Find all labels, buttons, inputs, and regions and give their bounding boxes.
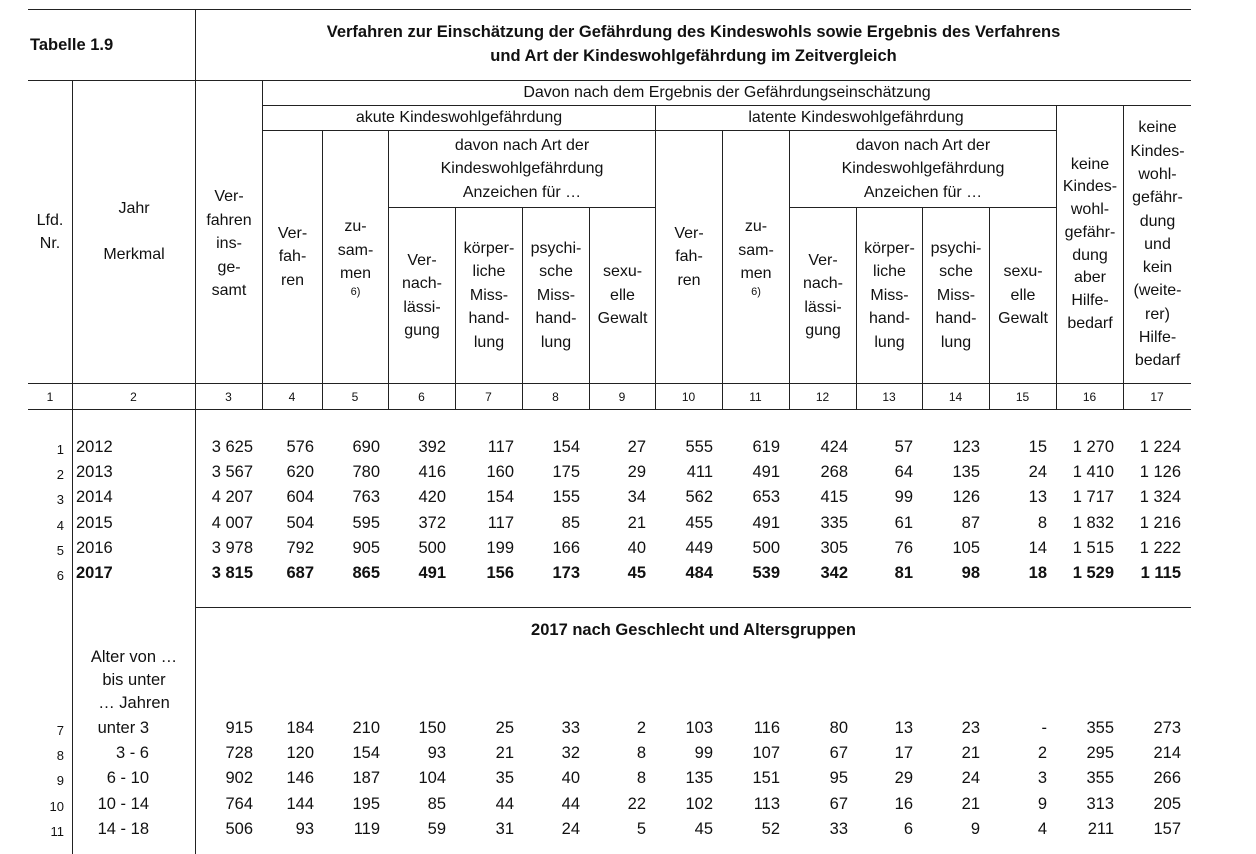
header-keine-kein-hilfebedarf: keine Kindes- wohl- gefähr- dung und kein (weite- rer) Hilfe- bedarf [1130, 119, 1185, 370]
header-latente-vernachlaessigung: Ver- nach- lässi- gung [802, 251, 844, 339]
data-cell: 484 [685, 564, 713, 582]
data-cell: 424 [820, 438, 848, 456]
data-cell: 57 [894, 438, 913, 456]
row-number: 4 [56, 517, 64, 533]
data-cell: 154 [352, 744, 380, 763]
data-cell: 491 [752, 513, 780, 532]
data-cell: 34 [627, 488, 646, 507]
data-cell: 504 [286, 513, 314, 532]
header-akute-vernachlaessigung: Ver- nach- lässi- gung [401, 251, 443, 339]
header-lfd-nr: Lfd. Nr. [36, 211, 64, 252]
rule-top [28, 9, 1191, 10]
header-akute-psychische: psychi- sche Miss- hand- lung [530, 239, 582, 351]
header-akute-koerperliche: körper- liche Miss- hand- lung [463, 239, 515, 351]
data-cell: 144 [286, 794, 314, 813]
data-cell: 4 207 [211, 488, 253, 507]
data-cell: 126 [952, 488, 980, 507]
data-cell: 44 [561, 794, 580, 813]
data-cell: 93 [295, 819, 314, 838]
data-cell: 102 [685, 794, 713, 813]
rule-header-bottom [28, 383, 1191, 384]
data-cell: 3 815 [211, 564, 253, 582]
data-cell: 160 [486, 463, 514, 482]
rule-section [196, 607, 1191, 608]
data-cell: 205 [1153, 794, 1181, 813]
data-cell: - [1041, 719, 1047, 737]
data-cell: 210 [352, 719, 380, 737]
data-cell: 295 [1086, 744, 1114, 763]
data-cell: 1 832 [1072, 513, 1114, 532]
column-number: 13 [882, 390, 896, 404]
data-cell: 61 [894, 513, 913, 532]
row-label: 3 - 6 [115, 744, 149, 763]
data-cell: 93 [427, 744, 446, 763]
data-cell: 555 [685, 438, 713, 456]
section-title: 2017 nach Geschlecht und Altersgruppen [531, 621, 856, 639]
data-cell: 4 007 [211, 513, 253, 532]
data-cell: 166 [552, 538, 580, 557]
data-cell: 9 [970, 819, 980, 838]
vline-title [195, 9, 196, 81]
data-cell: 151 [752, 769, 780, 788]
table-title-line1: Verfahren zur Einschätzung der Gefährdung des Kindeswohls sowie Ergebnis des Verfahrens [326, 23, 1061, 41]
data-cell: 13 [894, 719, 913, 737]
data-cell: 449 [685, 538, 713, 557]
row-number: 5 [56, 542, 64, 558]
header-keine-aber-hilfebedarf: keine Kindes- wohl- gefähr- dung aber Hilfe- bedarf [1062, 155, 1118, 332]
data-cell: 135 [952, 463, 980, 482]
row-number: 2 [56, 467, 64, 483]
row-label: 2015 [76, 513, 113, 532]
data-cell: 116 [753, 719, 780, 737]
data-cell: 619 [752, 438, 780, 456]
data-cell: 35 [495, 769, 514, 788]
data-cell: 199 [486, 538, 514, 557]
data-cell: 157 [1153, 819, 1181, 838]
data-cell: 6 [903, 819, 913, 838]
header-akute: akute Kindeswohlgefährdung [355, 109, 563, 127]
data-cell: 45 [694, 819, 713, 838]
data-cell: 24 [1028, 463, 1047, 482]
data-cell: 21 [495, 744, 514, 763]
data-cell: 273 [1153, 719, 1181, 737]
data-cell: 99 [694, 744, 713, 763]
data-cell: 415 [820, 488, 848, 507]
data-cell: 1 216 [1139, 513, 1181, 532]
data-cell: 416 [418, 463, 446, 482]
data-cell: 113 [753, 794, 780, 813]
data-cell: 81 [894, 564, 913, 582]
data-cell: 5 [636, 819, 646, 838]
header-latente-koerperliche: körper- liche Miss- hand- lung [864, 239, 915, 351]
data-cell: 268 [820, 463, 848, 482]
data-cell: 21 [961, 794, 980, 813]
column-number: 15 [1015, 390, 1030, 404]
column-number: 9 [618, 390, 626, 404]
header-akute-verfahren: Ver- fah- ren [277, 224, 308, 289]
header-davon: Davon nach dem Ergebnis der Gefährdungseinschätzung [523, 84, 931, 102]
header-latente-verfahren: Ver- fah- ren [674, 224, 704, 289]
data-cell: 355 [1086, 769, 1114, 788]
row-label: 2016 [76, 538, 113, 557]
data-cell: 1 224 [1139, 438, 1181, 456]
data-cell: 491 [752, 463, 780, 482]
row-number: 7 [56, 723, 64, 738]
data-cell: 1 126 [1139, 463, 1181, 482]
data-cell: 620 [286, 463, 314, 482]
data-cell: 29 [894, 769, 913, 788]
data-cell: 99 [894, 488, 913, 507]
data-cell: 392 [418, 438, 446, 456]
data-cell: 455 [685, 513, 713, 532]
data-cell: 187 [352, 769, 380, 788]
data-cell: 595 [352, 513, 380, 532]
data-cell: 905 [352, 538, 380, 557]
data-cell: 792 [286, 538, 314, 557]
table-label: Tabelle 1.9 [30, 36, 114, 54]
data-cell: 98 [961, 564, 980, 582]
data-cell: 59 [427, 819, 446, 838]
data-cell: 335 [820, 513, 848, 532]
data-cell: 8 [636, 769, 646, 788]
column-number: 11 [749, 390, 762, 404]
column-number: 12 [815, 390, 830, 404]
data-cell: 156 [486, 564, 514, 582]
data-cell: 76 [894, 538, 913, 557]
data-cell: 411 [686, 463, 713, 482]
header-akute-davon-art: davon nach Art der Kindeswohlgefährdung Anzeichen für … [440, 136, 604, 201]
data-cell: 85 [561, 513, 580, 532]
column-number: 6 [418, 390, 425, 404]
data-cell: 24 [961, 769, 980, 788]
data-cell: 2 [1037, 744, 1047, 763]
data-cell: 728 [225, 744, 253, 763]
data-cell: 52 [761, 819, 780, 838]
data-cell: 33 [829, 819, 848, 838]
data-cell: 9 [1037, 794, 1047, 813]
column-number: 5 [351, 390, 359, 404]
column-number: 17 [1150, 390, 1164, 404]
data-cell: 1 515 [1072, 538, 1114, 557]
data-cell: 117 [487, 513, 514, 532]
data-cell: 4 [1037, 819, 1047, 838]
data-cell: 764 [225, 794, 253, 813]
column-number: 16 [1082, 390, 1097, 404]
age-group-header: Alter von … bis unter … Jahren [90, 647, 178, 712]
data-cell: 562 [685, 488, 713, 507]
data-cell: 500 [752, 538, 780, 557]
data-cell: 763 [352, 488, 380, 507]
header-verfahren-insgesamt: Ver- fahren ins- ge- samt [206, 188, 252, 300]
data-cell: 355 [1086, 719, 1114, 737]
data-cell: 3 625 [211, 438, 253, 456]
data-cell: 21 [961, 744, 980, 763]
row-label: 2014 [76, 488, 113, 507]
column-number: 4 [288, 390, 296, 404]
row-label: 2012 [76, 438, 113, 456]
data-cell: 31 [495, 819, 514, 838]
row-number: 10 [49, 798, 64, 814]
data-cell: 915 [225, 719, 253, 737]
data-cell: 491 [418, 564, 446, 582]
row-number: 3 [56, 492, 64, 508]
header-latente: latente Kindeswohlgefährdung [748, 109, 964, 127]
data-cell: 13 [1028, 488, 1047, 507]
column-number: 7 [485, 390, 492, 404]
header-latente-sexuelle: sexu- elle Gewalt [998, 263, 1048, 328]
data-cell: 3 978 [211, 538, 253, 557]
data-cell: 3 [1037, 769, 1047, 788]
data-cell: 123 [952, 438, 980, 456]
header-merkmal: Merkmal [103, 246, 165, 263]
footnote-marker: 6) [751, 285, 761, 298]
data-cell: 85 [427, 794, 446, 813]
data-cell: 80 [829, 719, 848, 737]
row-label: 10 - 14 [97, 794, 149, 813]
column-number: 10 [681, 390, 696, 404]
data-cell: 67 [829, 794, 848, 813]
data-cell: 33 [561, 719, 580, 737]
data-cell: 95 [829, 769, 848, 788]
data-cell: 87 [961, 513, 980, 532]
data-cell: 1 270 [1072, 438, 1114, 456]
data-cell: 211 [1087, 819, 1114, 838]
data-cell: 117 [487, 438, 514, 456]
data-cell: 506 [225, 819, 253, 838]
header-akute-sexuelle: sexu- elle Gewalt [597, 263, 648, 328]
data-cell: 195 [352, 794, 380, 813]
data-cell: 135 [685, 769, 713, 788]
data-cell: 8 [636, 744, 646, 763]
row-number: 6 [56, 568, 64, 583]
data-cell: 266 [1153, 769, 1181, 788]
data-cell: 24 [561, 819, 580, 838]
data-cell: 865 [352, 564, 380, 582]
row-label: unter 3 [97, 719, 149, 737]
data-cell: 22 [627, 794, 646, 813]
table-title-line2: und Art der Kindeswohlgefährdung im Zeitvergleich [490, 47, 897, 65]
column-number: 1 [46, 390, 54, 404]
data-cell: 67 [829, 744, 848, 763]
data-cell: 119 [353, 819, 380, 838]
data-cell: 32 [561, 744, 580, 763]
data-cell: 120 [286, 744, 314, 763]
data-cell: 690 [352, 438, 380, 456]
data-cell: 653 [752, 488, 780, 507]
data-cell: 1 115 [1140, 564, 1181, 582]
data-cell: 27 [627, 438, 646, 456]
row-number: 9 [56, 773, 64, 789]
data-cell: 902 [225, 769, 253, 788]
data-cell: 214 [1153, 744, 1181, 763]
column-number: 8 [552, 390, 559, 404]
column-number: 2 [130, 390, 137, 404]
row-label: 2013 [76, 463, 113, 482]
data-cell: 420 [418, 488, 446, 507]
data-cell: 14 [1028, 538, 1047, 557]
header-akute-zusammen: zu- sam- men 6) [337, 218, 374, 298]
row-label: 14 - 18 [97, 819, 149, 838]
row-label: 6 - 10 [106, 769, 149, 788]
row-label: 2017 [76, 564, 113, 582]
data-cell: 2 [636, 719, 646, 737]
data-cell: 175 [552, 463, 580, 482]
data-cell: 3 567 [211, 463, 253, 482]
data-cell: 184 [286, 719, 314, 737]
data-cell: 173 [552, 564, 580, 582]
data-cell: 18 [1028, 564, 1047, 582]
data-cell: 40 [627, 538, 646, 557]
data-cell: 40 [561, 769, 580, 788]
data-cell: 154 [552, 438, 580, 456]
row-number: 8 [56, 748, 64, 764]
data-cell: 107 [752, 744, 780, 763]
data-cell: 64 [894, 463, 913, 482]
data-cell: 1 717 [1072, 488, 1114, 507]
data-cell: 150 [418, 719, 446, 737]
data-cell: 21 [627, 513, 646, 532]
row-number: 1 [56, 442, 64, 457]
data-cell: 8 [1037, 513, 1047, 532]
header-latente-psychische: psychi- sche Miss- hand- lung [930, 239, 982, 351]
data-cell: 45 [627, 564, 646, 582]
header-latente-davon-art: davon nach Art der Kindeswohlgefährdung Anzeichen für … [841, 136, 1005, 201]
data-cell: 1 529 [1072, 564, 1114, 582]
data-cell: 25 [495, 719, 514, 737]
data-cell: 313 [1086, 794, 1114, 813]
row-number: 11 [50, 823, 64, 839]
data-cell: 1 410 [1072, 463, 1114, 482]
data-cell: 154 [486, 488, 514, 507]
data-cell: 539 [752, 564, 780, 582]
data-cell: 104 [418, 769, 446, 788]
data-cell: 342 [820, 564, 848, 582]
data-cell: 44 [495, 794, 514, 813]
column-number: 14 [948, 390, 963, 404]
data-cell: 23 [961, 719, 980, 737]
data-cell: 305 [820, 538, 848, 557]
rule-colnum-bottom [28, 409, 1191, 410]
data-cell: 105 [952, 538, 980, 557]
data-cell: 576 [286, 438, 314, 456]
data-cell: 103 [685, 719, 713, 737]
data-cell: 29 [627, 463, 646, 482]
data-cell: 604 [286, 488, 314, 507]
header-latente-zusammen: zu- sam- men 6) [738, 218, 774, 298]
header-jahr: Jahr [118, 200, 150, 217]
data-cell: 17 [894, 744, 913, 763]
footnote-marker: 6) [350, 285, 361, 298]
data-cell: 155 [552, 488, 580, 507]
column-number: 3 [225, 390, 232, 404]
data-cell: 687 [286, 564, 314, 582]
data-cell: 1 222 [1139, 538, 1181, 557]
data-cell: 372 [418, 513, 446, 532]
data-cell: 780 [352, 463, 380, 482]
data-cell: 1 324 [1139, 488, 1181, 507]
data-cell: 15 [1028, 438, 1047, 456]
data-cell: 16 [894, 794, 913, 813]
data-cell: 146 [286, 769, 314, 788]
data-cell: 500 [418, 538, 446, 557]
